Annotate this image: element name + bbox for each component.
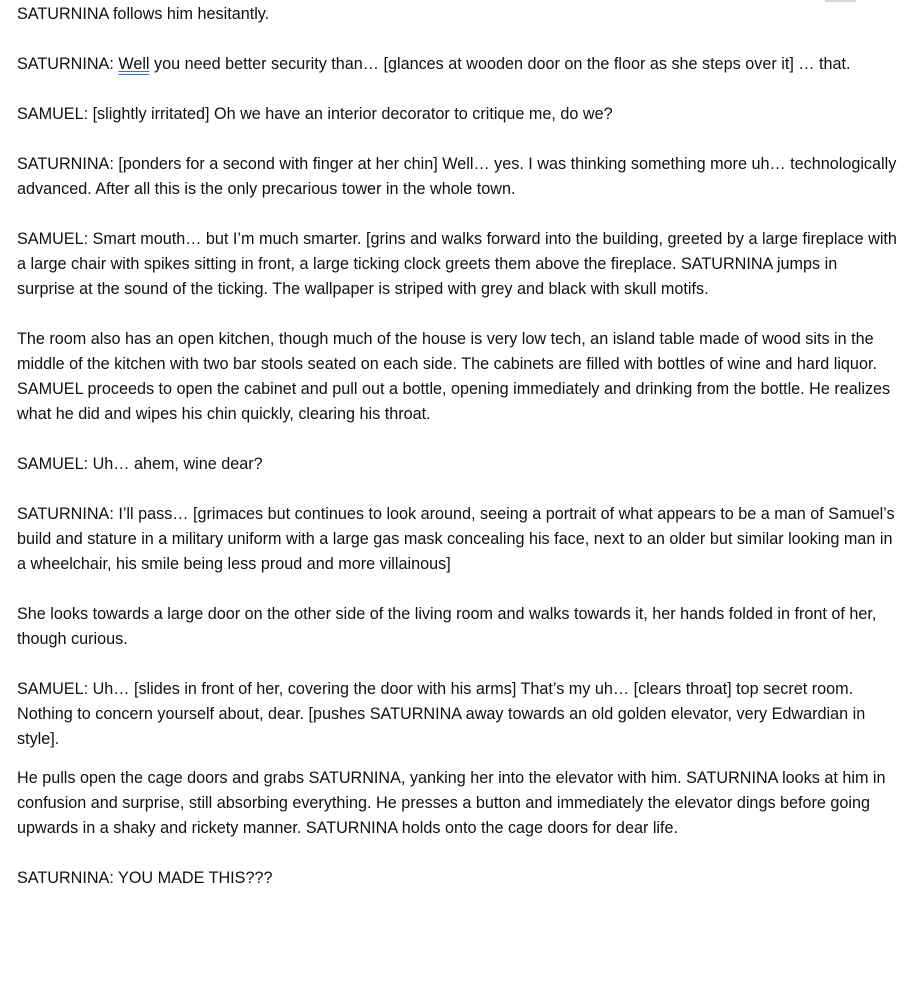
speaker-label: SATURNINA: bbox=[17, 55, 119, 73]
document-body[interactable] bbox=[17, 0, 897, 891]
paragraph-12: SATURNINA: YOU MADE THIS??? bbox=[17, 869, 273, 887]
paragraph-1: SATURNINA follows him hesitantly. bbox=[17, 5, 270, 23]
paragraph-4: SATURNINA: [ponders for a second with finger at her chin] Well… yes. I was thinking something more uh… technologically advanced. After all this is the only precarious tower in the whole town. bbox=[17, 155, 897, 198]
paragraph-8: SATURNINA: I’ll pass… [grimaces but continues to look around, seeing a portrait of what appears to be a man of Samuel’s build and stature in a military uniform with a large gas mask concealing his face, next to an older but similar looking man in a wheelchair, his smile being less proud and more villainous] bbox=[17, 505, 895, 573]
paragraph-3: SAMUEL: [slightly irritated] Oh we have an interior decorator to critique me, do we? bbox=[17, 105, 613, 123]
paragraph-6: The room also has an open kitchen, though much of the house is very low tech, an island table made of wood sits in the middle of the kitchen with two bar stools seated on each side. The cabinets are filled with bottles of wine and hard liquor. SAMUEL proceeds to open the cabinet and pull out a bottle, opening immediately and drinking from the bottle. He realizes what he did and wipes his chin quickly, clearing his throat. bbox=[17, 330, 891, 423]
paragraph-2 bbox=[17, 52, 897, 77]
dialogue-text: you need better security than… [glances at wooden door on the floor as she steps over it] … that. bbox=[149, 55, 851, 73]
paragraph-7: SAMUEL: Uh… ahem, wine dear? bbox=[17, 455, 263, 473]
flagged-word[interactable]: Well bbox=[118, 55, 150, 73]
paragraph-5: SAMUEL: Smart mouth… but I’m much smarter. [grins and walks forward into the building, greeted by a large fireplace with a large chair with spikes sitting in front, a large ticking clock greets them above the fireplace. SATURNINA jumps in surprise at the sound of the ticking. The wallpaper is striped with grey and black with skull motifs. bbox=[17, 230, 897, 298]
paragraph-9: She looks towards a large door on the other side of the living room and walks towards it, her hands folded in front of her, though curious. bbox=[17, 605, 877, 648]
paragraph-10: SAMUEL: Uh… [slides in front of her, covering the door with his arms] That’s my uh… [clears throat] top secret room. Nothing to concern yourself about, dear. [pushes SATURNINA away towards an old golden elevator, very Edwardian in style]. bbox=[17, 680, 866, 748]
paragraph-11: He pulls open the cage doors and grabs SATURNINA, yanking her into the elevator with him. SATURNINA looks at him in confusion and surprise, still absorbing everything. He presses a button and immediately the elevator dings before going upwards in a shaky and rickety manner. SATURNINA holds onto the cage doors for dear life. bbox=[17, 769, 886, 837]
